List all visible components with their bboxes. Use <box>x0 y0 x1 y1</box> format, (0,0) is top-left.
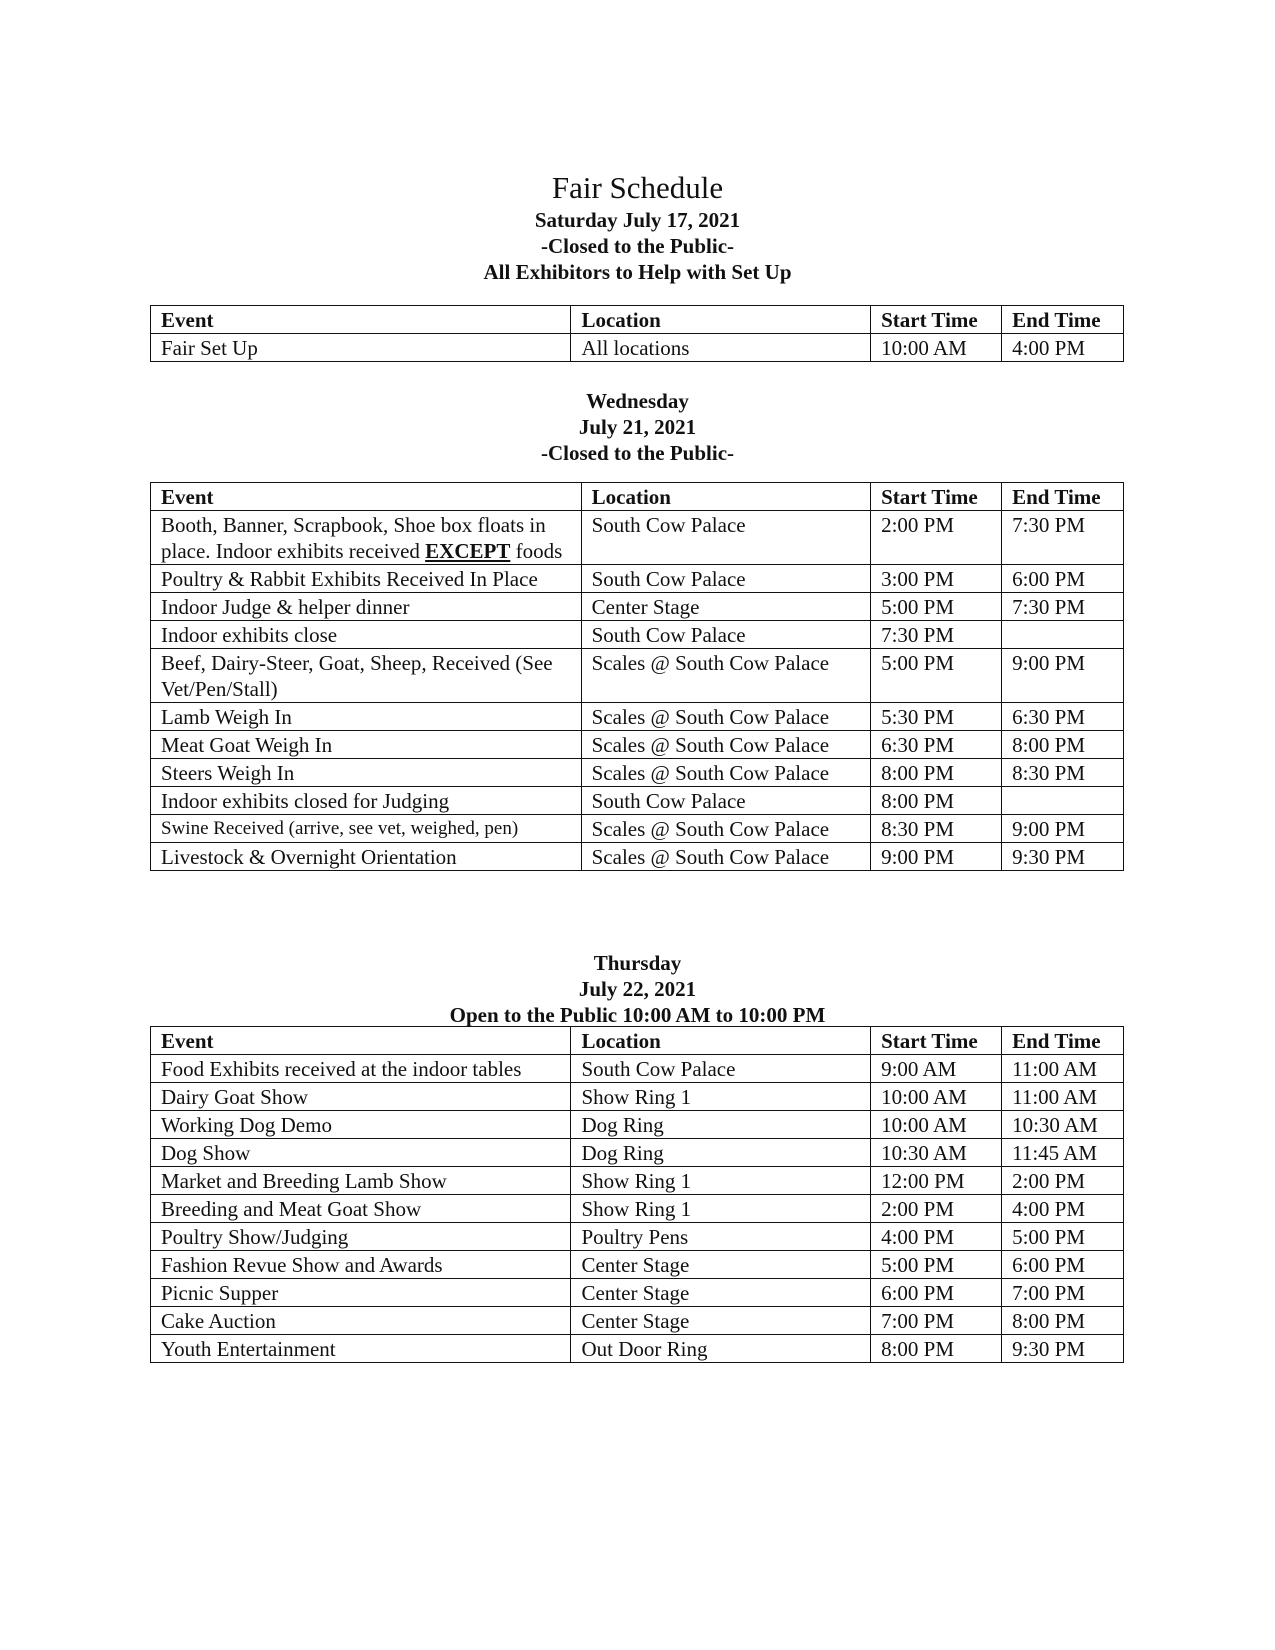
event-cell <box>151 511 582 565</box>
table-header-row <box>151 1027 1124 1055</box>
event-cell: Indoor exhibits close <box>151 621 582 649</box>
end-cell: 5:00 PM <box>1002 1223 1124 1251</box>
event-cell: Dog Show <box>151 1139 571 1167</box>
event-cell: Steers Weigh In <box>151 759 582 787</box>
location-cell: South Cow Palace <box>571 1055 871 1083</box>
col-header-event: Event <box>151 1027 571 1055</box>
start-cell: 12:00 PM <box>871 1167 1002 1195</box>
table-row <box>151 1055 1124 1083</box>
col-header-end: End Time <box>1002 1027 1124 1055</box>
start-cell: 3:00 PM <box>871 565 1002 593</box>
end-cell: 7:30 PM <box>1002 593 1124 621</box>
event-cell: Dairy Goat Show <box>151 1083 571 1111</box>
table-row <box>151 815 1124 843</box>
start-cell: 4:00 PM <box>871 1223 1002 1251</box>
location-cell: Show Ring 1 <box>571 1083 871 1111</box>
start-cell: 8:30 PM <box>871 815 1002 843</box>
table-row <box>151 1279 1124 1307</box>
start-cell: 8:00 PM <box>871 759 1002 787</box>
thursday-status: Open to the Public 10:00 AM to 10:00 PM <box>449 1003 826 1027</box>
saturday-status: -Closed to the Public- <box>540 234 735 258</box>
table-row <box>151 1335 1124 1363</box>
event-cell: Swine Received (arrive, see vet, weighed, pen) <box>151 815 582 843</box>
end-cell: 2:00 PM <box>1002 1167 1124 1195</box>
table-row <box>151 565 1124 593</box>
table-row <box>151 1223 1124 1251</box>
event-cell: Indoor exhibits closed for Judging <box>151 787 582 815</box>
location-cell: Scales @ South Cow Palace <box>581 815 870 843</box>
end-cell: 9:00 PM <box>1002 815 1124 843</box>
location-cell: Poultry Pens <box>571 1223 871 1251</box>
col-header-location: Location <box>571 1027 871 1055</box>
start-cell: 9:00 AM <box>871 1055 1002 1083</box>
table-row <box>151 1195 1124 1223</box>
thursday-table <box>150 1026 1124 1363</box>
location-cell: Dog Ring <box>571 1139 871 1167</box>
end-cell: 8:00 PM <box>1002 1307 1124 1335</box>
event-cell: Livestock & Overnight Orientation <box>151 843 582 871</box>
thursday-heading <box>0 950 1275 1028</box>
table-row <box>151 334 1124 362</box>
start-cell: 10:00 AM <box>871 334 1002 362</box>
table-row <box>151 731 1124 759</box>
wednesday-table <box>150 482 1124 871</box>
end-cell: 8:00 PM <box>1002 731 1124 759</box>
page-title: Fair Schedule <box>551 170 724 205</box>
wednesday-heading <box>0 388 1275 466</box>
event-text: Booth, Banner, Scrapbook, Shoe box floats in place. Indoor exhibits received <box>161 513 546 563</box>
table-row <box>151 1139 1124 1167</box>
table-row <box>151 593 1124 621</box>
table-row <box>151 649 1124 703</box>
col-header-location: Location <box>581 483 870 511</box>
saturday-date: Saturday July 17, 2021 <box>534 208 741 232</box>
end-cell: 6:30 PM <box>1002 703 1124 731</box>
end-cell: 9:30 PM <box>1002 1335 1124 1363</box>
table-row <box>151 843 1124 871</box>
start-cell: 2:00 PM <box>871 1195 1002 1223</box>
start-cell: 7:30 PM <box>871 621 1002 649</box>
table-row <box>151 759 1124 787</box>
table-row <box>151 1251 1124 1279</box>
start-cell: 6:30 PM <box>871 731 1002 759</box>
event-text-end: foods <box>510 539 563 563</box>
table-row <box>151 703 1124 731</box>
end-cell <box>1002 787 1124 815</box>
col-header-location: Location <box>571 306 871 334</box>
location-cell: South Cow Palace <box>581 511 870 565</box>
end-cell: 11:00 AM <box>1002 1083 1124 1111</box>
col-header-end: End Time <box>1002 483 1124 511</box>
end-cell: 6:00 PM <box>1002 565 1124 593</box>
start-cell: 5:00 PM <box>871 649 1002 703</box>
location-cell: South Cow Palace <box>581 621 870 649</box>
table-header-row <box>151 306 1124 334</box>
location-cell: Center Stage <box>581 593 870 621</box>
start-cell: 9:00 PM <box>871 843 1002 871</box>
event-cell: Picnic Supper <box>151 1279 571 1307</box>
start-cell: 6:00 PM <box>871 1279 1002 1307</box>
event-emphasis: EXCEPT <box>425 539 511 563</box>
location-cell: Show Ring 1 <box>571 1195 871 1223</box>
start-cell: 8:00 PM <box>871 787 1002 815</box>
end-cell: 9:30 PM <box>1002 843 1124 871</box>
event-cell: Fashion Revue Show and Awards <box>151 1251 571 1279</box>
location-cell: South Cow Palace <box>581 565 870 593</box>
event-cell: Breeding and Meat Goat Show <box>151 1195 571 1223</box>
end-cell: 4:00 PM <box>1002 1195 1124 1223</box>
table-header-row <box>151 483 1124 511</box>
start-cell: 5:00 PM <box>871 593 1002 621</box>
start-cell: 5:30 PM <box>871 703 1002 731</box>
col-header-event: Event <box>151 483 582 511</box>
col-header-start: Start Time <box>871 483 1002 511</box>
location-cell: Center Stage <box>571 1251 871 1279</box>
location-cell: Scales @ South Cow Palace <box>581 731 870 759</box>
col-header-end: End Time <box>1002 306 1124 334</box>
event-cell: Fair Set Up <box>151 334 571 362</box>
table-row <box>151 1307 1124 1335</box>
table-row <box>151 1111 1124 1139</box>
end-cell: 8:30 PM <box>1002 759 1124 787</box>
start-cell: 10:00 AM <box>871 1083 1002 1111</box>
event-cell: Lamb Weigh In <box>151 703 582 731</box>
saturday-heading <box>0 207 1275 285</box>
location-cell: Out Door Ring <box>571 1335 871 1363</box>
event-cell: Cake Auction <box>151 1307 571 1335</box>
start-cell: 8:00 PM <box>871 1335 1002 1363</box>
event-cell: Working Dog Demo <box>151 1111 571 1139</box>
event-cell: Indoor Judge & helper dinner <box>151 593 582 621</box>
thursday-date: July 22, 2021 <box>578 977 697 1001</box>
location-cell: South Cow Palace <box>581 787 870 815</box>
wednesday-date: July 21, 2021 <box>578 415 697 439</box>
end-cell: 7:00 PM <box>1002 1279 1124 1307</box>
saturday-table <box>150 305 1124 362</box>
saturday-note: All Exhibitors to Help with Set Up <box>483 260 792 284</box>
location-cell: All locations <box>571 334 871 362</box>
start-cell: 5:00 PM <box>871 1251 1002 1279</box>
event-cell: Meat Goat Weigh In <box>151 731 582 759</box>
event-cell: Poultry & Rabbit Exhibits Received In Place <box>151 565 582 593</box>
start-cell: 10:00 AM <box>871 1111 1002 1139</box>
end-cell: 11:45 AM <box>1002 1139 1124 1167</box>
table-row <box>151 787 1124 815</box>
table-row <box>151 1167 1124 1195</box>
end-cell <box>1002 621 1124 649</box>
location-cell: Scales @ South Cow Palace <box>581 843 870 871</box>
start-cell: 10:30 AM <box>871 1139 1002 1167</box>
table-row <box>151 1083 1124 1111</box>
wednesday-day: Wednesday <box>586 389 689 413</box>
location-cell: Dog Ring <box>571 1111 871 1139</box>
event-cell: Food Exhibits received at the indoor tables <box>151 1055 571 1083</box>
event-cell: Market and Breeding Lamb Show <box>151 1167 571 1195</box>
location-cell: Show Ring 1 <box>571 1167 871 1195</box>
thursday-day: Thursday <box>593 951 682 975</box>
end-cell: 9:00 PM <box>1002 649 1124 703</box>
location-cell: Scales @ South Cow Palace <box>581 703 870 731</box>
end-cell: 4:00 PM <box>1002 334 1124 362</box>
table-row <box>151 621 1124 649</box>
end-cell: 7:30 PM <box>1002 511 1124 565</box>
event-cell: Poultry Show/Judging <box>151 1223 571 1251</box>
end-cell: 11:00 AM <box>1002 1055 1124 1083</box>
location-cell: Scales @ South Cow Palace <box>581 759 870 787</box>
end-cell: 10:30 AM <box>1002 1111 1124 1139</box>
event-cell: Youth Entertainment <box>151 1335 571 1363</box>
col-header-event: Event <box>151 306 571 334</box>
location-cell: Center Stage <box>571 1279 871 1307</box>
col-header-start: Start Time <box>871 306 1002 334</box>
table-row <box>151 511 1124 565</box>
start-cell: 7:00 PM <box>871 1307 1002 1335</box>
event-cell: Beef, Dairy-Steer, Goat, Sheep, Received (See Vet/Pen/Stall) <box>151 649 582 703</box>
start-cell: 2:00 PM <box>871 511 1002 565</box>
col-header-start: Start Time <box>871 1027 1002 1055</box>
end-cell: 6:00 PM <box>1002 1251 1124 1279</box>
location-cell: Center Stage <box>571 1307 871 1335</box>
location-cell: Scales @ South Cow Palace <box>581 649 870 703</box>
wednesday-status: -Closed to the Public- <box>540 441 735 465</box>
